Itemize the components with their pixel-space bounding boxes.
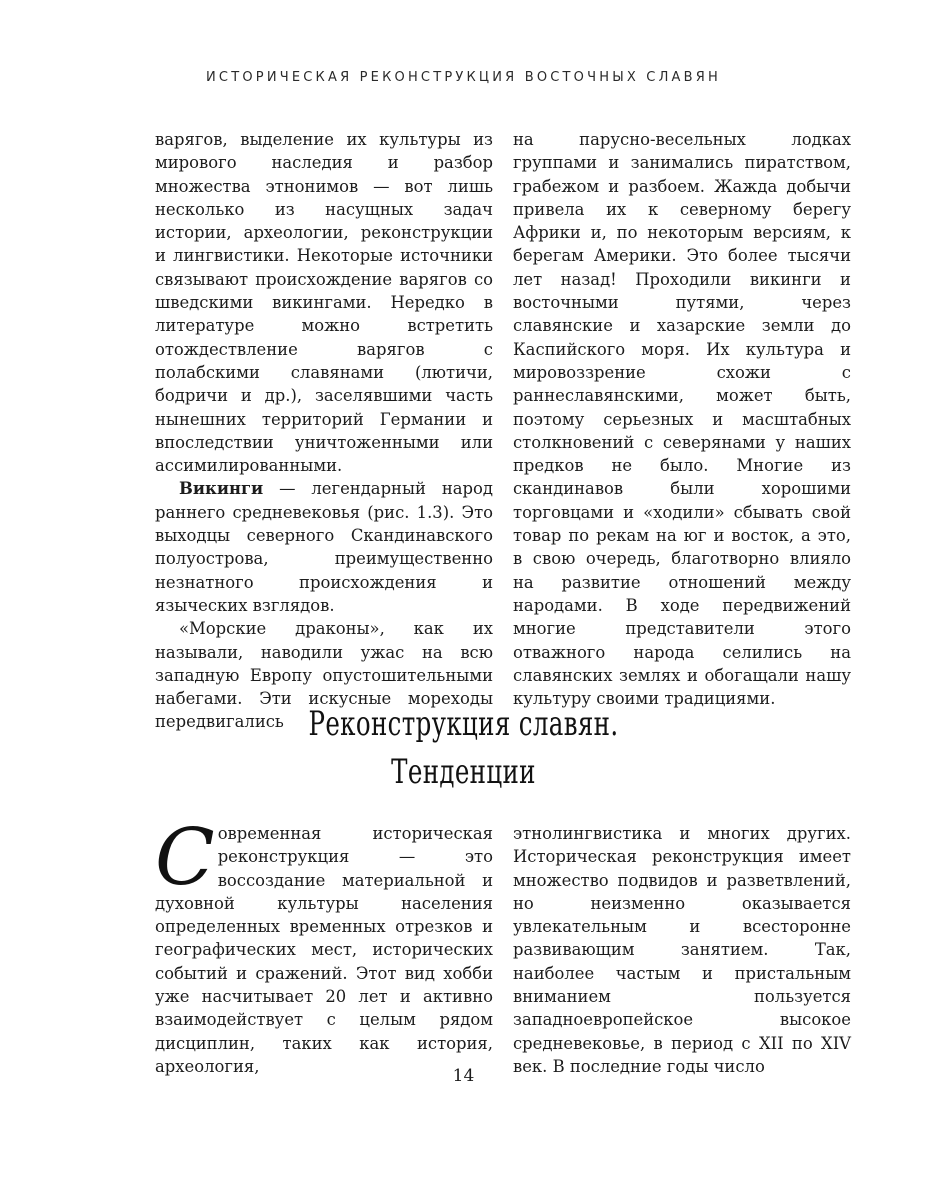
text-column-bottom-left <box>155 813 493 1078</box>
paragraph: варягов, выделение их культуры из мирового наследия и разбор множества этнонимов — вот лишь несколько из насущных задач истории, археологии, реконструкции и лингвистики. Некоторые источники связывают происхождение варягов со шведскими викингами. Нередко в литературе можно встретить отождествление варягов с полабскими славянами (лютичи, бодричи и др.), заселявшими часть нынешних территорий Германии и впоследствии уничтоженными или ассимилированными. <box>155 130 493 476</box>
section-title-line-1: Реконструкция славян. <box>308 704 619 744</box>
paragraph: «Морские драконы», как их называли, наводили ужас на всю западную Европу опустошительными набегами. Эти искусные мореходы передвигались <box>155 619 493 732</box>
running-header: ИСТОРИЧЕСКАЯ РЕКОНСТРУКЦИЯ ВОСТОЧНЫХ СЛАВЯН <box>206 70 721 85</box>
term-vikings: Викинги <box>179 479 264 499</box>
paragraph-vikings <box>155 477 493 617</box>
paragraph-text: — легендарный народ раннего средневековья (рис. 1.3). Это выходцы северного Скандинавского полуострова, преимущественно незнатного происхождения и языческих взглядов. <box>155 479 493 615</box>
drop-cap: С <box>155 813 215 903</box>
text-column-top-right <box>513 128 851 710</box>
text-column-bottom-right <box>513 822 851 1078</box>
paragraph: этнолингвистика и многих других. Историческая реконструкция имеет множество подвидов и разветвлений, но неизменно оказывается увлекательным и всесторонне развивающим занятием. Так, наиболее частым и пристальным вниманием пользуется западноевропейское высокое средневековье, в период с XII по XIV век. В последние годы число <box>513 824 851 1076</box>
paragraph: на парусно-весельных лодках группами и занимались пиратством, грабежом и разбоем. Жажда добычи привела их к северному берегу Африки и, по некоторым версиям, к берегам Америки. Это более тысячи лет назад! Проходили викинги и восточными путями, через славянские и хазарские земли до Каспийского моря. Их культура и мировоззрение схожи с раннеславянскими, может быть, поэтому серьезных и масштабных столкновений с северянами у наших предков не было. Многие из скандинавов были хорошими торговцами и «ходили» сбывать свой товар по рекам на юг и восток, а это, в свою очередь, благотворно влияло на развитие отношений между народами. В ходе передвижений многие представители этого отважного народа селились на славянских землях и обогащали нашу культуру своими традициями. <box>513 130 851 709</box>
paragraph-text: овременная историческая реконструкция — это воссоздание материальной и духовной культуры населения определенных временных отрезков и географических мест, исторических событий и сражений. Этот вид хобби уже насчитывает 20 лет и активно взаимодействует с целым рядом дисциплин, таких как история, археология, <box>155 824 493 1076</box>
paragraph-intro <box>155 813 493 1078</box>
section-title-line-2: Тенденции <box>391 752 536 792</box>
text-column-top-left <box>155 128 493 734</box>
page-number: 14 <box>452 1066 475 1086</box>
section-title <box>130 700 797 796</box>
